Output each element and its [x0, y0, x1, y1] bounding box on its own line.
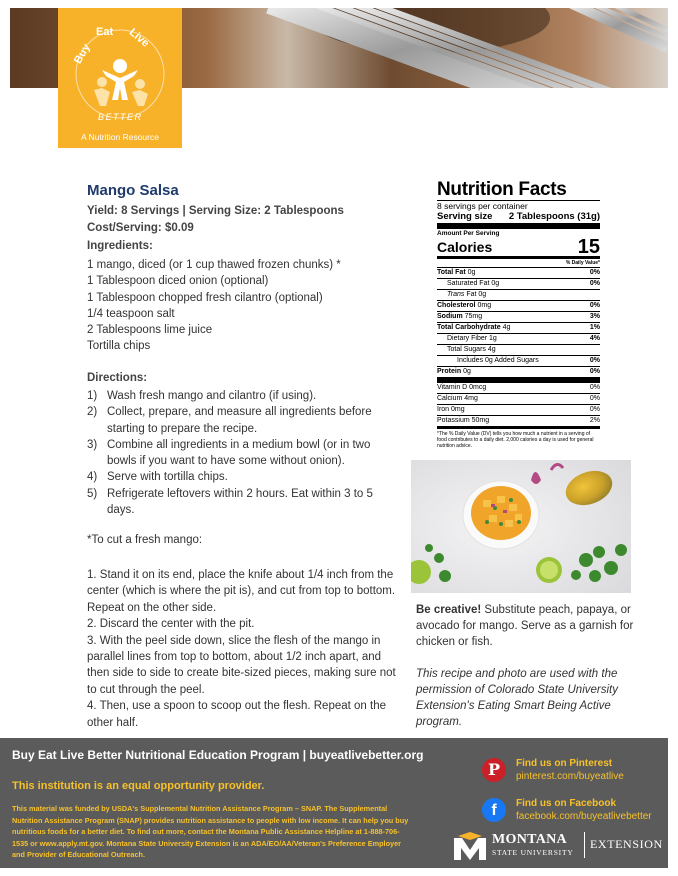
sugars-row: Total Sugars 4g — [437, 344, 600, 355]
fiber-row: Dietary Fiber 1g 4% — [437, 333, 600, 344]
ingredient-item: 1 mango, diced (or 1 cup thawed frozen chunks) * — [87, 259, 341, 271]
program-heading[interactable]: Buy Eat Live Better Nutritional Education Program | buyeatlivebetter.org — [12, 748, 424, 762]
recipe-yield: Yield: 8 Servings | Serving Size: 2 Tablespoons — [87, 205, 344, 217]
calories-row — [437, 238, 600, 256]
sodium-row: Sodium 75mg 3% — [437, 313, 600, 320]
ingredients-list — [87, 257, 341, 355]
mango-step: 1. Stand it on its end, place the knife about 1/4 inch from the center (which is where the pit is), and cut from top to bottom. Repeat on the other side. — [87, 569, 396, 614]
mango-step: 4. Then, use a spoon to scoop out the flesh. Repeat on the other half. — [87, 700, 386, 729]
direction-step — [87, 486, 402, 519]
ingredients-heading: Ingredients: — [87, 240, 153, 252]
mango-cut-heading: *To cut a fresh mango: — [87, 534, 203, 546]
buy-eat-live-better-logo — [58, 8, 182, 148]
nutrition-footnote: *The % Daily Value (DV) tells you how much a nutrient in a serving of food contributes to a daily diet. 2,000 calories a day is used for general nutrition advice. — [437, 431, 594, 449]
ingredient-item: 2 Tablespoons lime juice — [87, 324, 213, 337]
direction-step — [87, 469, 402, 485]
funding-disclaimer: This material was funded by USDA's Supplemental Nutrition Assistance Program – SNAP. The Supplemental Nutrition Assistance Program (SNAP) provides nutrition assistance to people with low income. It can help you buy nutritious foods for a better diet. To find out more, contact the Montana Public Assistance Helpline at 1-888-706-1535 or www.apply.mt.gov. Montana State University Extension is an ADA/EO/AA/Veteran's Preference Employer and Provider of Educational Outreach. — [12, 804, 409, 859]
calories-value: 15 — [577, 236, 600, 258]
serving-size-label: Serving size — [437, 211, 493, 222]
total-fat-row: Total Fat 0g 0% — [437, 269, 600, 276]
direction-step — [87, 388, 402, 404]
added-sugars-row: Includes 0g Added Sugars 0% — [437, 355, 600, 366]
amount-per-serving: Amount Per Serving — [437, 230, 500, 237]
pinterest-title: Find us on Pinterest — [516, 758, 613, 769]
logo-word-eat: Eat — [96, 26, 114, 38]
mango-cut-steps — [87, 567, 405, 731]
servings-per-container: 8 servings per container — [437, 201, 528, 211]
creative-tip-text: Substitute peach, papaya, or avocado for mango. Serve as a garnish for chicken or fish. — [416, 604, 634, 648]
calcium-row: Calcium 4mg 0% — [437, 395, 600, 402]
ingredient-item: Tortilla chips — [87, 340, 151, 353]
msu-name: MONTANA — [492, 832, 567, 847]
logo-word-live: Live — [126, 26, 152, 50]
step-number: 1) — [87, 390, 98, 402]
carbohydrate-row: Total Carbohydrate 4g 1% — [437, 324, 600, 331]
protein-row: Protein 0g 0% — [437, 368, 600, 375]
step-text: Refrigerate leftovers within 2 hours. Eat within 3 to 5 days. — [107, 487, 373, 517]
step-number: 5) — [87, 487, 98, 500]
creative-tip-label: Be creative! — [416, 604, 482, 616]
ingredient-item: 1 Tablespoon diced onion (optional) — [87, 275, 269, 288]
footer — [0, 738, 668, 868]
mango-salsa-photo — [411, 460, 631, 593]
msu-subtitle: STATE UNIVERSITY — [492, 848, 574, 857]
facebook-url[interactable]: facebook.com/buyeatlivebetter — [516, 811, 652, 822]
facebook-title: Find us on Facebook — [516, 798, 617, 809]
permission-note: This recipe and photo are used with the permission of Colorado State University Extension's Eating Smart Being Active program. — [416, 668, 618, 728]
msu-divider — [584, 832, 585, 858]
directions-heading: Directions: — [87, 372, 148, 384]
msu-m-icon — [452, 832, 488, 862]
logo-figures-icon — [72, 26, 168, 122]
calories-label: Calories — [437, 239, 493, 255]
ingredient-item: 1 Tablespoon chopped fresh cilantro (optional) — [87, 291, 323, 304]
msu-extension-logo — [452, 830, 664, 862]
pinterest-icon[interactable]: P — [482, 758, 506, 782]
creative-tip — [416, 602, 641, 650]
recipe-cost: Cost/Serving: $0.09 — [87, 222, 194, 234]
recipe-title: Mango Salsa — [87, 182, 179, 199]
directions-list — [87, 388, 402, 518]
salsa-bowl-illustration — [411, 460, 631, 593]
trans-fat-row: Trans Fat 0g — [437, 289, 600, 300]
daily-value-header: % Daily Value* — [565, 260, 600, 266]
logo-tagline: A Nutrition Resource — [81, 132, 159, 142]
direction-step — [87, 437, 402, 470]
serving-size-value: 2 Tablespoons (31g) — [508, 211, 600, 222]
logo-word-better: BETTER — [98, 112, 143, 122]
serving-size — [437, 211, 600, 223]
step-number: 3) — [87, 438, 98, 451]
logo-word-buy: Buy — [71, 42, 93, 66]
step-text: Combine all ingredients in a medium bowl (or in two bowls if you want to have some without onion). — [107, 438, 371, 468]
direction-step — [87, 404, 402, 437]
step-text: Serve with tortilla chips. — [107, 471, 228, 484]
mango-step: 3. With the peel side down, slice the flesh of the mango in parallel lines from top to bottom, about 1/2 inch apart, and then side to side to create bite-sized pieces, making sure not to cut through the peel. — [87, 634, 396, 696]
equal-opportunity-statement: This institution is an equal opportunity provider. — [12, 780, 265, 792]
step-number: 2) — [87, 406, 98, 419]
vitamin-d-row: Vitamin D 0mcg 0% — [437, 384, 600, 391]
cholesterol-row: Cholesterol 0mg 0% — [437, 302, 600, 309]
pinterest-url[interactable]: pinterest.com/buyeatlive — [516, 771, 624, 782]
step-number: 4) — [87, 471, 98, 484]
nutrition-facts-label — [437, 180, 600, 449]
potassium-row: Potassium 50mg 2% — [437, 417, 600, 424]
saturated-fat-row: Saturated Fat 0g 0% — [437, 278, 600, 289]
step-text: Wash fresh mango and cilantro (if using). — [107, 390, 317, 402]
ingredient-item: 1/4 teaspoon salt — [87, 307, 175, 320]
iron-row: Iron 0mg 0% — [437, 406, 600, 413]
step-text: Collect, prepare, and measure all ingredients before starting to prepare the recipe. — [107, 406, 372, 435]
facebook-icon[interactable]: f — [482, 798, 506, 822]
msu-extension: EXTENSION — [590, 837, 663, 851]
mango-step: 2. Discard the center with the pit. — [87, 618, 255, 631]
nutrition-facts-title: Nutrition Facts — [437, 179, 567, 200]
